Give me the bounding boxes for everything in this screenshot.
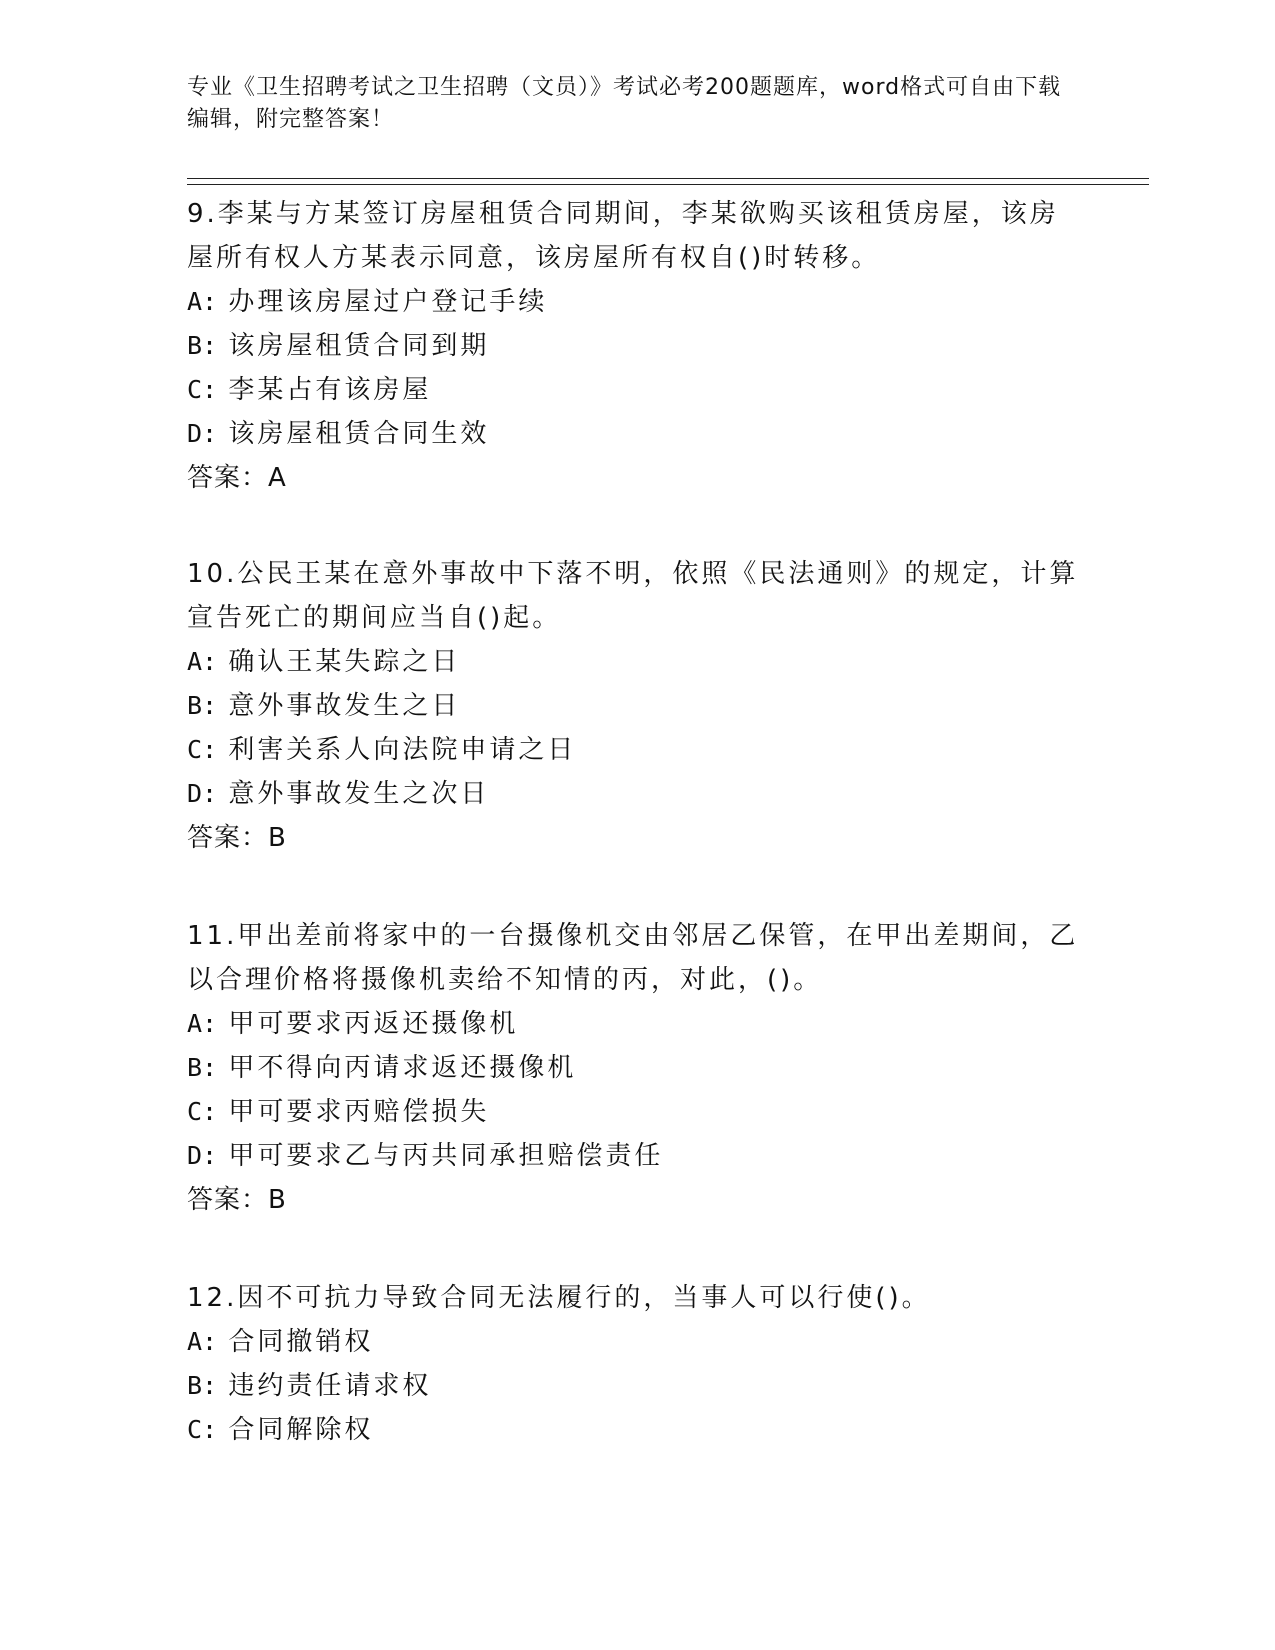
option-d bbox=[187, 772, 1087, 816]
option-letter: A: bbox=[187, 1009, 218, 1038]
answer-value: B bbox=[268, 1185, 287, 1215]
option-text: 办理该房屋过户登记手续 bbox=[228, 287, 548, 317]
answer-label: 答案： bbox=[187, 1185, 269, 1215]
option-b bbox=[187, 1364, 1087, 1408]
answer-value: A bbox=[268, 463, 287, 493]
answer-line bbox=[187, 1178, 1087, 1222]
option-letter: B: bbox=[187, 1053, 218, 1082]
answer-line bbox=[187, 456, 1087, 500]
option-text: 确认王某失踪之日 bbox=[228, 647, 461, 677]
question-12 bbox=[187, 1276, 1087, 1452]
option-text: 意外事故发生之次日 bbox=[228, 779, 490, 809]
option-letter: A: bbox=[187, 647, 218, 676]
option-text: 甲不得向丙请求返还摄像机 bbox=[228, 1053, 577, 1083]
option-letter: C: bbox=[187, 735, 218, 764]
option-text: 甲可要求乙与丙共同承担赔偿责任 bbox=[228, 1141, 664, 1171]
option-a bbox=[187, 1320, 1087, 1364]
option-text: 意外事故发生之日 bbox=[228, 691, 461, 721]
option-c bbox=[187, 1408, 1087, 1452]
option-d bbox=[187, 412, 1087, 456]
question-stem: 10.公民王某在意外事故中下落不明，依照《民法通则》的规定，计算宣告死亡的期间应当自()起。 bbox=[187, 559, 1079, 633]
option-text: 甲可要求丙返还摄像机 bbox=[228, 1009, 519, 1039]
option-b bbox=[187, 324, 1087, 368]
option-c bbox=[187, 728, 1087, 772]
option-c bbox=[187, 1090, 1087, 1134]
option-text: 利害关系人向法院申请之日 bbox=[228, 735, 577, 765]
option-text: 该房屋租赁合同到期 bbox=[228, 331, 490, 361]
option-b bbox=[187, 1046, 1087, 1090]
option-letter: D: bbox=[187, 1141, 218, 1170]
option-letter: B: bbox=[187, 691, 218, 720]
option-text: 违约责任请求权 bbox=[228, 1371, 432, 1401]
question-10 bbox=[187, 552, 1087, 860]
document-header: 专业《卫生招聘考试之卫生招聘（文员）》考试必考200题题库，word格式可自由下载编辑，附完整答案！ bbox=[187, 75, 1062, 132]
option-a bbox=[187, 280, 1087, 324]
option-letter: D: bbox=[187, 779, 218, 808]
option-text: 该房屋租赁合同生效 bbox=[228, 419, 490, 449]
option-letter: B: bbox=[187, 331, 218, 360]
question-11 bbox=[187, 914, 1087, 1222]
option-letter: A: bbox=[187, 1327, 218, 1356]
answer-label: 答案： bbox=[187, 823, 269, 853]
option-text: 甲可要求丙赔偿损失 bbox=[228, 1097, 490, 1127]
answer-value: B bbox=[268, 823, 287, 853]
question-9 bbox=[187, 192, 1087, 500]
option-letter: A: bbox=[187, 287, 218, 316]
option-a bbox=[187, 640, 1087, 684]
option-text: 合同解除权 bbox=[228, 1415, 374, 1445]
option-letter: C: bbox=[187, 1097, 218, 1126]
option-letter: B: bbox=[187, 1371, 218, 1400]
option-a bbox=[187, 1002, 1087, 1046]
answer-label: 答案： bbox=[187, 463, 269, 493]
option-letter: C: bbox=[187, 1415, 218, 1444]
header-divider bbox=[187, 178, 1149, 179]
question-stem: 9.李某与方某签订房屋租赁合同期间，李某欲购买该租赁房屋，该房屋所有权人方某表示同意，该房屋所有权自()时转移。 bbox=[187, 199, 1059, 273]
option-text: 李某占有该房屋 bbox=[228, 375, 432, 405]
option-letter: D: bbox=[187, 419, 218, 448]
option-text: 合同撤销权 bbox=[228, 1327, 374, 1357]
option-c bbox=[187, 368, 1087, 412]
header-divider-double bbox=[187, 184, 1149, 185]
option-d bbox=[187, 1134, 1087, 1178]
answer-line bbox=[187, 816, 1087, 860]
option-b bbox=[187, 684, 1087, 728]
question-stem: 12.因不可抗力导致合同无法履行的，当事人可以行使()。 bbox=[187, 1283, 931, 1313]
option-letter: C: bbox=[187, 375, 218, 404]
question-stem: 11.甲出差前将家中的一台摄像机交由邻居乙保管，在甲出差期间，乙以合理价格将摄像机卖给不知情的丙，对此，()。 bbox=[187, 921, 1079, 995]
